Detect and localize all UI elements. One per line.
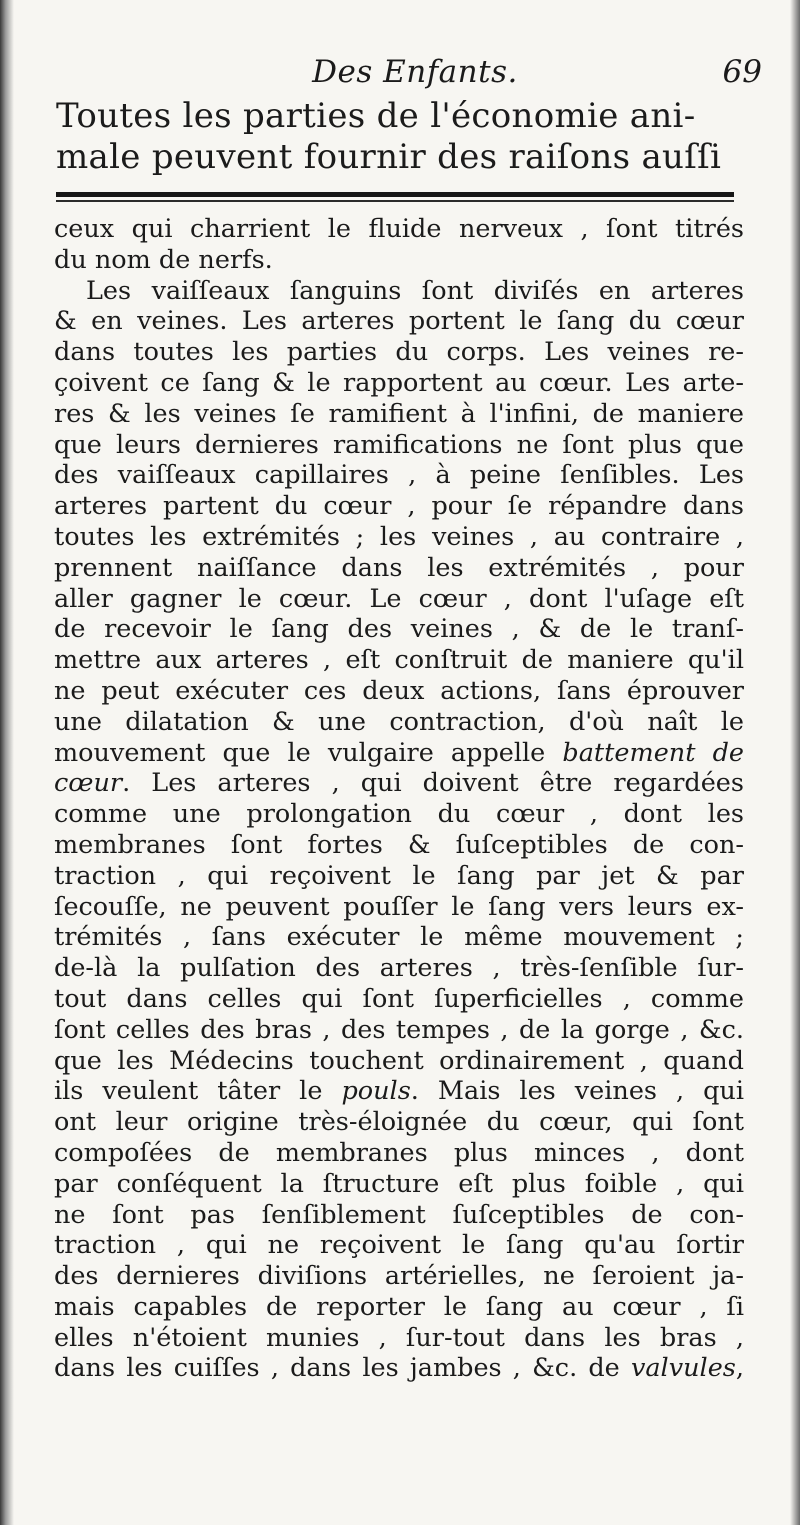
body-line: trémités , ſans exécuter le même mouvement ; bbox=[54, 922, 744, 953]
body-text bbox=[54, 214, 744, 1384]
body-line: membranes ſont fortes & ſuſceptibles de con- bbox=[54, 829, 744, 860]
body-line: mettre aux arteres , eſt conſtruit de maniere qu'il bbox=[54, 645, 744, 676]
body-line: que les Médecins touchent ordinairement , quand bbox=[54, 1045, 744, 1076]
body-line: ne ſont pas ſenſiblement ſuſceptibles de con- bbox=[54, 1199, 744, 1230]
body-line: que leurs dernieres ramifications ne ſont plus que bbox=[54, 429, 744, 460]
top-text-line: male peuvent fournir des raiſons auſſi bbox=[56, 137, 722, 177]
scan-edge-right bbox=[790, 0, 800, 1525]
body-line: & en veines. Les arteres portent le ſang du cœur bbox=[54, 306, 744, 337]
rule-thin bbox=[56, 200, 734, 202]
body-line: de recevoir le ſang des veines , & de le tranſ- bbox=[54, 614, 744, 645]
body-line: par conſéquent la ſtructure eſt plus foible , qui bbox=[54, 1168, 744, 1199]
body-line: toutes les extrémités ; les veines , au contraire , bbox=[54, 521, 744, 552]
body-line: ils veulent tâter le pouls. Mais les veines , qui bbox=[54, 1076, 744, 1107]
body-line: dans toutes les parties du corps. Les veines re- bbox=[54, 337, 744, 368]
bleed-through-text-block bbox=[56, 96, 736, 178]
body-line: compoſées de membranes plus minces , dont bbox=[54, 1137, 744, 1168]
body-line: du nom de nerfs. bbox=[54, 244, 273, 275]
body-line: cœur. Les arteres , qui doivent être regardées bbox=[54, 768, 744, 799]
body-line: ſecouſſe, ne peuvent pouſſer le ſang vers leurs ex- bbox=[54, 891, 744, 922]
body-line: mais capables de reporter le ſang au cœur , ſi bbox=[54, 1291, 744, 1322]
body-line: arteres partent du cœur , pour ſe répandre dans bbox=[54, 491, 744, 522]
body-line: res & les veines ſe ramifient à l'infini, de maniere bbox=[54, 398, 744, 429]
body-line: ne peut exécuter ces deux actions, ſans éprouver bbox=[54, 675, 744, 706]
body-line: Les vaiſſeaux ſanguins ſont diviſés en arteres bbox=[86, 275, 744, 306]
body-line: prennent naiſſance dans les extrémités , pour bbox=[54, 552, 744, 583]
rule-thick bbox=[56, 192, 734, 197]
body-line: des dernieres diviſions artérielles, ne ſeroient ja- bbox=[54, 1261, 744, 1292]
body-line: comme une prolongation du cœur , dont les bbox=[54, 799, 744, 830]
top-text-line: Toutes les parties de l'économie ani- bbox=[56, 96, 696, 136]
body-line: dans les cuiſſes , dans les jambes , &c. de valvules, bbox=[54, 1353, 744, 1384]
body-line: une dilatation & une contraction, d'où naît le bbox=[54, 706, 744, 737]
body-line: des vaiſſeaux capillaires , à peine ſenſibles. Les bbox=[54, 460, 744, 491]
double-rule-divider bbox=[56, 192, 734, 203]
body-line: traction , qui reçoivent le ſang par jet & par bbox=[54, 860, 744, 891]
body-line: ceux qui charrient le fluide nerveux , ſont titrés bbox=[54, 214, 744, 244]
body-line: ſont celles des bras , des tempes , de la gorge , &c. bbox=[54, 1014, 744, 1045]
body-line: ont leur origine très-éloignée du cœur, qui ſont bbox=[54, 1107, 744, 1138]
page-number: 69 bbox=[722, 54, 762, 90]
body-line: çoivent ce ſang & le rapportent au cœur. Les arte- bbox=[54, 367, 744, 398]
body-line: aller gagner le cœur. Le cœur , dont l'uſage eſt bbox=[54, 583, 744, 614]
running-title: Des Enfants. bbox=[312, 54, 518, 90]
body-line: elles n'étoient munies , ſur-tout dans les bras , bbox=[54, 1322, 744, 1353]
scan-edge-left bbox=[0, 0, 14, 1525]
page-header bbox=[60, 52, 770, 92]
body-line: tout dans celles qui ſont ſuperficielles , comme bbox=[54, 983, 744, 1014]
body-line: traction , qui ne reçoivent le ſang qu'au ſortir bbox=[54, 1230, 744, 1261]
body-line: mouvement que le vulgaire appelle battement de bbox=[54, 737, 745, 768]
body-line: de-là la pulſation des arteres , très-ſenſible ſur- bbox=[54, 953, 744, 984]
